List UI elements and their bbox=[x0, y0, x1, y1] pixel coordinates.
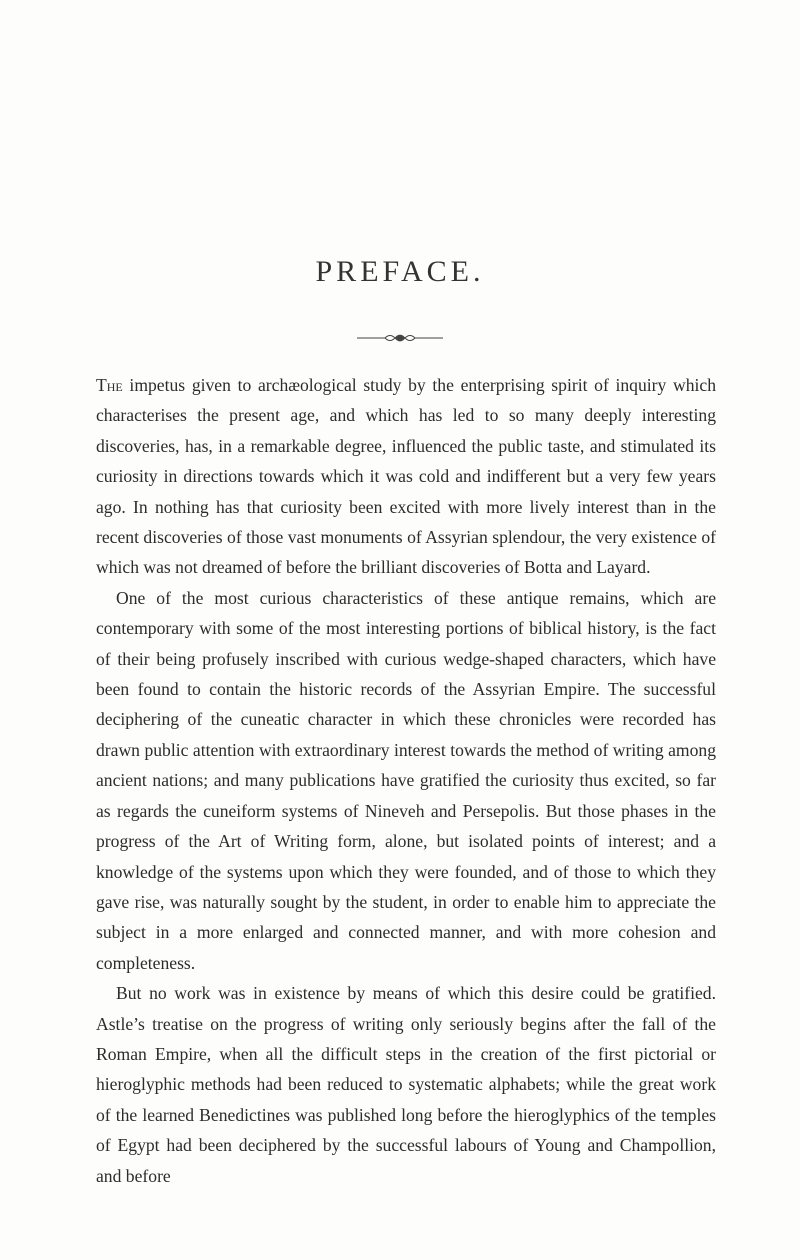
preface-body bbox=[96, 370, 716, 1191]
page-title: PREFACE. bbox=[315, 255, 485, 288]
paragraph-1 bbox=[96, 370, 716, 583]
paragraph-1-text: impetus given to archæological study by the enterprising spirit of inquiry which characterises the present age, and which has led to so many deeply interesting discoveries, has, in a remarkable degree, influenced the public taste, and stimulated its curiosity in directions towards which it was cold and indifferent but a very few years ago. In nothing has that curiosity been excited with more lively interest than in the recent discoveries of those vast monuments of Assyrian splendour, the very existence of which was not dreamed of before the brilliant discoveries of Botta and Layard. bbox=[96, 375, 716, 578]
paragraph-2: One of the most curious characteristics of these antique remains, which are contemporary with some of the most interesting portions of biblical history, is the fact of their being profusely inscribed with curious wedge-shaped characters, which have been found to contain the historic records of the Assyrian Empire. The successful deciphering of the cuneatic character in which these chronicles were recorded has drawn public attention with extraordinary interest towards the method of writing among ancient nations; and many publications have gratified the curiosity thus excited, so far as regards the cuneiform systems of Nineveh and Persepolis. But those phases in the progress of the Art of Writing form, alone, but isolated points of interest; and a knowledge of the systems upon which they were founded, and of those to which they gave rise, was naturally sought by the student, in order to enable him to appreciate the subject in a more enlarged and connected manner, and with more cohesion and completeness. bbox=[96, 587, 716, 973]
paragraph-3: But no work was in existence by means of which this desire could be gratified. Astle’s treatise on the progress of writing only seriously begins after the fall of the Roman Empire, when all the difficult steps in the creation of the first pictorial or hieroglyphic methods had been reduced to systematic alphabets; while the great work of the learned Benedictines was published long before the hieroglyphics of the temples of Egypt had been deciphered by the successful labours of Young and Champollion, and before bbox=[96, 983, 716, 1186]
opening-word: The bbox=[96, 375, 123, 395]
decorative-rule-icon bbox=[355, 332, 445, 344]
